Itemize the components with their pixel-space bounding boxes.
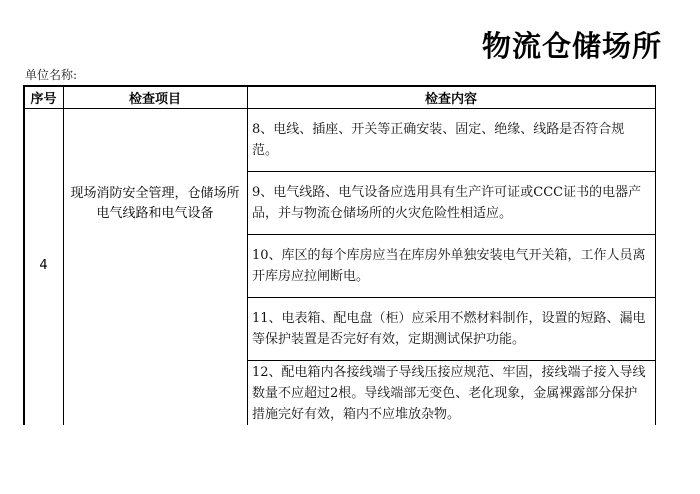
row-divider (247, 297, 655, 298)
document-title: 物流仓储场所 (482, 29, 663, 63)
content-row: 11、电表箱、配电盘（柜）应采用不燃材料制作，设置的短路、漏电等保护装置是否完好有效，定期测试保护功能。 (252, 311, 646, 347)
content-row: 9、电气线路、电气设备应选用具有生产许可证或CCC证书的电器产品，并与物流仓储场所的火灾危险性相适应。 (252, 185, 642, 221)
header-content: 检查内容 (424, 91, 477, 107)
row-divider (247, 360, 655, 361)
row-divider (247, 171, 655, 172)
col-divider-1 (63, 86, 64, 425)
col-divider-2 (247, 86, 248, 425)
header-seq: 序号 (30, 91, 57, 107)
unit-name-label: 单位名称: (25, 68, 78, 82)
inspection-item-cell: 现场消防安全管理，仓储场所电气线路和电气设备 (70, 185, 240, 221)
table-border-left (23, 85, 25, 425)
content-row: 12、配电箱内各接线端子导线压接应规范、牢固，接线端子接入导线数量不应超过2根。导线端部无变色、老化现象，金属裸露部分保护措施完好有效，箱内不应堆放杂物。 (252, 364, 646, 422)
content-row: 10、库区的每个库房应当在库房外单独安装电气开关箱，工作人员离开库房应拉闸断电。 (252, 248, 646, 284)
header-divider (23, 108, 656, 109)
table-border-right (655, 85, 656, 425)
header-item: 检查项目 (128, 91, 181, 107)
content-row: 8、电线、插座、开关等正确安装、固定、绝缘、线路是否符合规范。 (252, 122, 625, 158)
seq-cell: 4 (39, 258, 48, 273)
table-border-top (23, 85, 656, 87)
row-divider (247, 234, 655, 235)
